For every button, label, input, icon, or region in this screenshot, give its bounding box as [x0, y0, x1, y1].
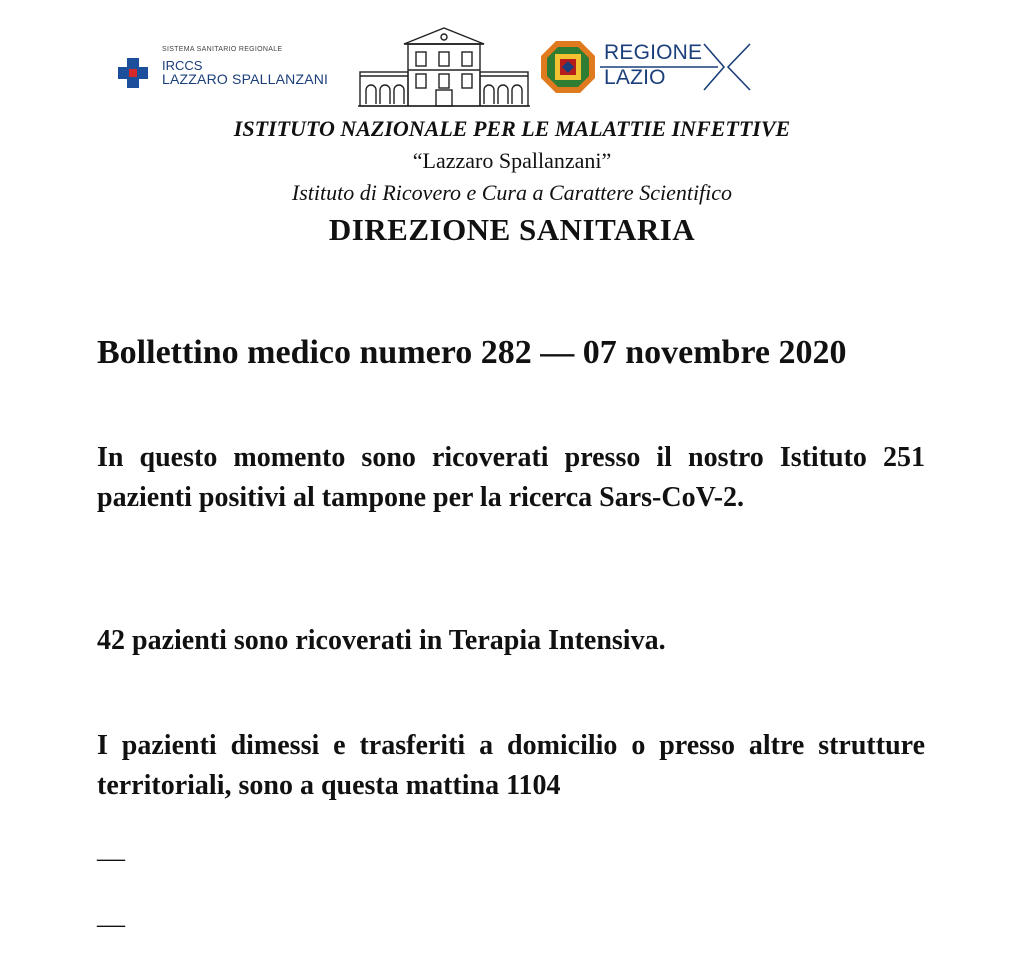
separator-dash: —: [97, 909, 125, 940]
irccs-small-text: SISTEMA SANITARIO REGIONALE: [162, 46, 283, 53]
region-line2: LAZIO: [604, 66, 666, 89]
bulletin-paragraph-intensive-care: 42 pazienti sono ricoverati in Terapia Intensiva.: [97, 625, 666, 656]
institute-name: “Lazzaro Spallanzani”: [412, 148, 612, 173]
regione-lazio-logo: [600, 40, 760, 96]
institute-subtitle: Istituto di Ricovero e Cura a Carattere Scientifico: [291, 180, 733, 205]
irccs-line1: IRCCS: [162, 58, 203, 73]
department-title: DIREZIONE SANITARIA: [328, 212, 696, 247]
irccs-spallanzani-logo: [112, 42, 342, 92]
institute-title: ISTITUTO NAZIONALE PER LE MALATTIE INFETTIVE: [233, 116, 791, 141]
medical-cross-icon: [114, 54, 152, 92]
building-illustration-icon: [358, 26, 530, 108]
bulletin-paragraph-discharged: I pazienti dimessi e trasferiti a domicilio o presso altre strutture territoriali, sono a questa mattina 1104: [97, 730, 925, 801]
regione-lazio-emblem-icon: [540, 40, 596, 94]
region-line1: REGIONE: [604, 41, 703, 64]
bulletin-title: Bollettino medico numero 282 — 07 novembre 2020: [97, 334, 847, 371]
separator-dash: —: [97, 843, 125, 874]
irccs-line2: LAZZARO SPALLANZANI: [162, 71, 329, 87]
bulletin-paragraph-hospitalized: In questo momento sono ricoverati presso il nostro Istituto 251 pazienti positivi al tampone per la ricerca Sars-CoV-2.: [97, 442, 925, 513]
